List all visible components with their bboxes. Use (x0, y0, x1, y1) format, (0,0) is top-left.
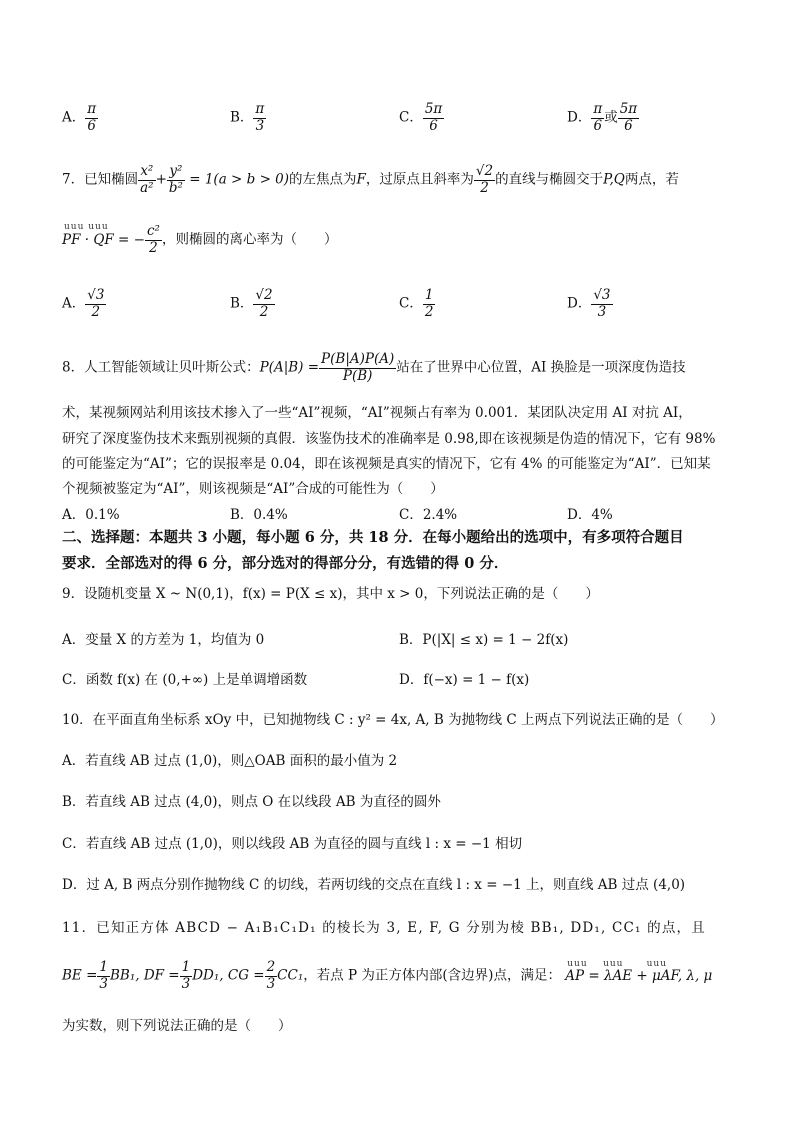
q7-option-a: A． $\frac{√3}{2}$ (62, 287, 105, 320)
q8-stem-line3: 研究了深度鉴伪技术来甄别视频的真假．该鉴伪技术的准确率是 0.98,即在该视频是伪造的情况下，它有 98% (62, 431, 716, 447)
q11-stem-line2: BE = $\frac{1}{3}$ BB₁, DF = $\frac{1}{3}$ DD₁, CG = $\frac{2}{3}$ CC₁，若点 P 为正方体内部(含边界)点，满足： uuu uuu uuu AP = λAE + μAF, λ, μ (62, 958, 713, 992)
q7-option-d: D． $\frac{√3}{3}$ (567, 287, 611, 320)
q7-stem-line2: uuu uuu PF · QF = − $\frac{\text{c²}}{2}$ ，则椭圆的离心率为（ ） (62, 221, 338, 256)
q6-option-a: A． $\frac{\pi}{6}$ (62, 101, 97, 134)
q10-option-d: D．过 A, B 两点分别作抛物线 C 的切线，若两切线的交点在直线 l : x = −1 上，则直线 AB 过点 (4,0) (62, 877, 686, 893)
q6-option-b: B． $\frac{\pi}{3}$ (230, 101, 265, 134)
q8-stem-line2: 术，某视频网站利用该技术掺入了一些“AI”视频，“AI”视频占有率为 0.001．某团队决定用 AI 对抗 AI， (62, 405, 692, 421)
q7-option-b: B． $\frac{√2}{2}$ (230, 287, 273, 320)
q9-option-a: A．变量 X 的方差为 1，均值为 0 (62, 632, 265, 648)
q10-option-b: B．若直线 AB 过点 (4,0)，则点 O 在以线段 AB 为直径的圆外 (62, 794, 441, 810)
q10-stem: 10．在平面直角坐标系 xOy 中，已知抛物线 C : y² = 4x, A, B 为抛物线 C 上两点下列说法正确的是（ ） (62, 712, 724, 728)
q8-stem-line1: 8．人工智能领域让贝叶斯公式：P(A|B) = $\frac{P(B|A)P(A)}{P(B)}$ 站在了世界中心位置，AI 换脸是一项深度伪造技 (62, 351, 686, 384)
q8-option-a: A．0.1% (62, 507, 120, 523)
q8-option-c: C．2.4% (399, 507, 458, 523)
q8-stem-line5: 个视频被鉴定为“AI”，则该视频是“AI”合成的可能性为（ ） (62, 481, 444, 497)
q9-stem: 9．设随机变量 X ~ N(0,1)，f(x) = P(X ≤ x)，其中 x > 0，下列说法正确的是（ ） (62, 586, 599, 602)
q8-option-b: B．0.4% (230, 507, 288, 523)
q9-option-c: C．函数 f(x) 在 (0,+∞) 上是单调增函数 (62, 672, 308, 688)
q6-option-c: C． $\frac{5\pi}{6}$ (399, 101, 443, 134)
section2-heading-line2: 要求．全部选对的得 6 分，部分选对的得部分分，有选错的得 0 分． (62, 555, 509, 572)
q10-option-a: A．若直线 AB 过点 (1,0)，则△OAB 面积的最小值为 2 (62, 753, 398, 769)
q10-option-c: C．若直线 AB 过点 (1,0)，则以线段 AB 为直径的圆与直线 l : x = −1 相切 (62, 836, 523, 852)
q7-stem-line1: 7．已知椭圆 $\frac{\text{x²}}{\text{a²}}$ + $\frac{\text{y²}}{\text{b²}}$ = 1(a > b > 0)的左焦点为F，过原点且斜率为 $\frac{√2}{2}$ 的直线与椭圆交于P,Q两点，若 (62, 163, 679, 196)
section2-heading-line1: 二、选择题：本题共 3 小题，每小题 6 分，共 18 分．在每小题给出的选项中，有多项符合题目 (62, 529, 684, 546)
q11-stem-line3: 为实数，则下列说法正确的是（ ） (62, 1018, 292, 1034)
q8-stem-line4: 的可能鉴定为“AI”；它的误报率是 0.04，即在该视频是真实的情况下，它有 4% 的可能鉴定为“AI”．已知某 (62, 456, 711, 472)
q8-option-d: D．4% (567, 507, 613, 523)
q7-option-c: C． $\frac{1}{2}$ (399, 287, 434, 320)
q9-option-b: B．P(|X| ≤ x) = 1 − 2f(x) (399, 632, 569, 648)
q11-stem-line1: 11．已知正方体 ABCD − A₁B₁C₁D₁ 的棱长为 3, E, F, G 分别为棱 BB₁, DD₁, CC₁ 的点，且 (62, 920, 706, 936)
q9-option-d: D．f(−x) = 1 − f(x) (399, 672, 530, 688)
q6-option-d: D． $\frac{\pi}{6}$ 或 $\frac{5\pi}{6}$ (567, 101, 638, 134)
